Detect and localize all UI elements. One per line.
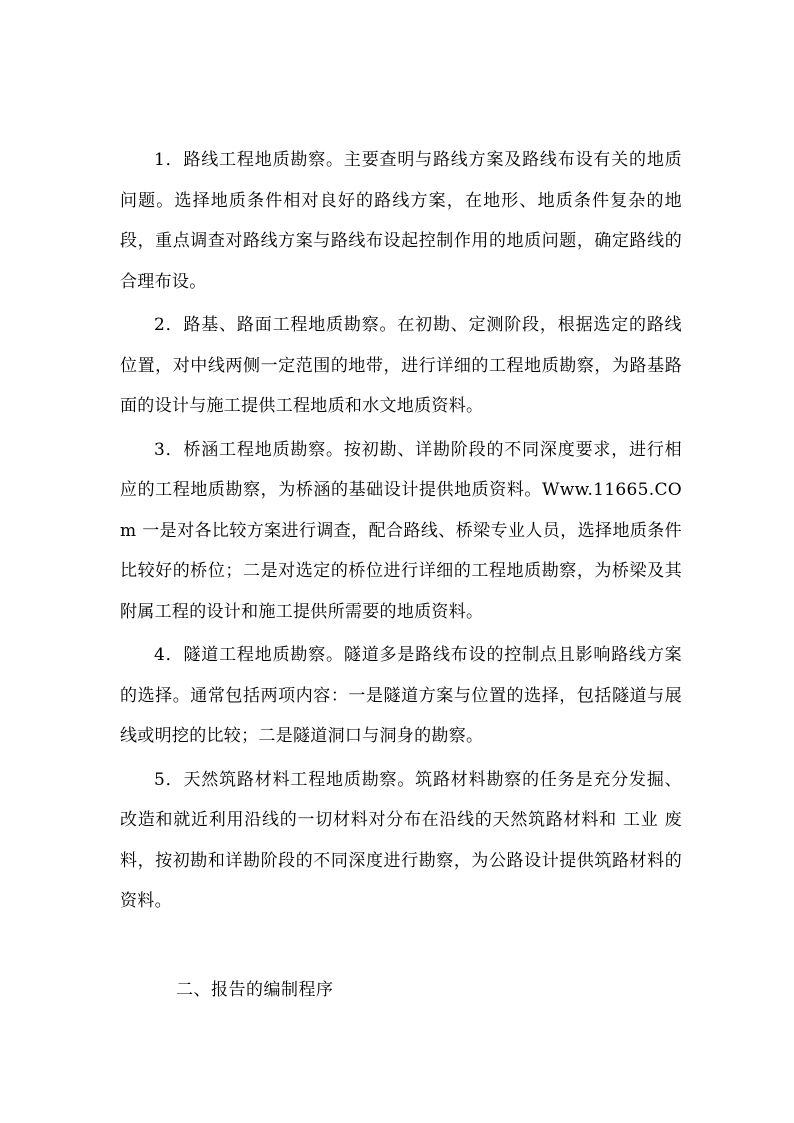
paragraph-material-survey: 5．天然筑路材料工程地质勘察。筑路材料勘察的任务是充分发掘、改造和就近利用沿线的一切材料对分布在沿线的天然筑路材料和 工业 废料，按初勘和详勘阶段的不同深度进行勘察，为公路设计提供筑路材料的资料。 bbox=[120, 769, 682, 911]
paragraph-bridge-survey: 3．桥涵工程地质勘察。按初勘、详勘阶段的不同深度要求，进行相应的工程地质勘察，为桥涵的基础设计提供地质资料。Www.11665.COm 一是对各比较方案进行调查，配合路线、桥梁专业人员，选择地质条件比较好的桥位；二是对选定的桥位进行详细的工程地质勘察，为桥梁及其附属工程的设计和施工提供所需要的地质资料。 bbox=[120, 439, 682, 622]
section-heading: 二、报告的编制程序 bbox=[176, 980, 334, 1000]
paragraph-route-survey: 1．路线工程地质勘察。主要查明与路线方案及路线布设有关的地质问题。选择地质条件相对良好的路线方案，在地形、地质条件复杂的地段，重点调查对路线方案与路线布设起控制作用的地质问题，确定路线的合理布设。 bbox=[120, 150, 682, 292]
document-body bbox=[120, 140, 682, 925]
paragraph-tunnel-survey: 4．隧道工程地质勘察。隧道多是路线布设的控制点且影响路线方案的选择。通常包括两项内容：一是隧道方案与位置的选择，包括隧道与展线或明挖的比较；二是隧道洞口与洞身的勘察。 bbox=[120, 645, 682, 746]
paragraph-subgrade-survey: 2．路基、路面工程地质勘察。在初勘、定测阶段，根据选定的路线位置，对中线两侧一定范围的地带，进行详细的工程地质勘察，为路基路面的设计与施工提供工程地质和水文地质资料。 bbox=[120, 315, 682, 416]
